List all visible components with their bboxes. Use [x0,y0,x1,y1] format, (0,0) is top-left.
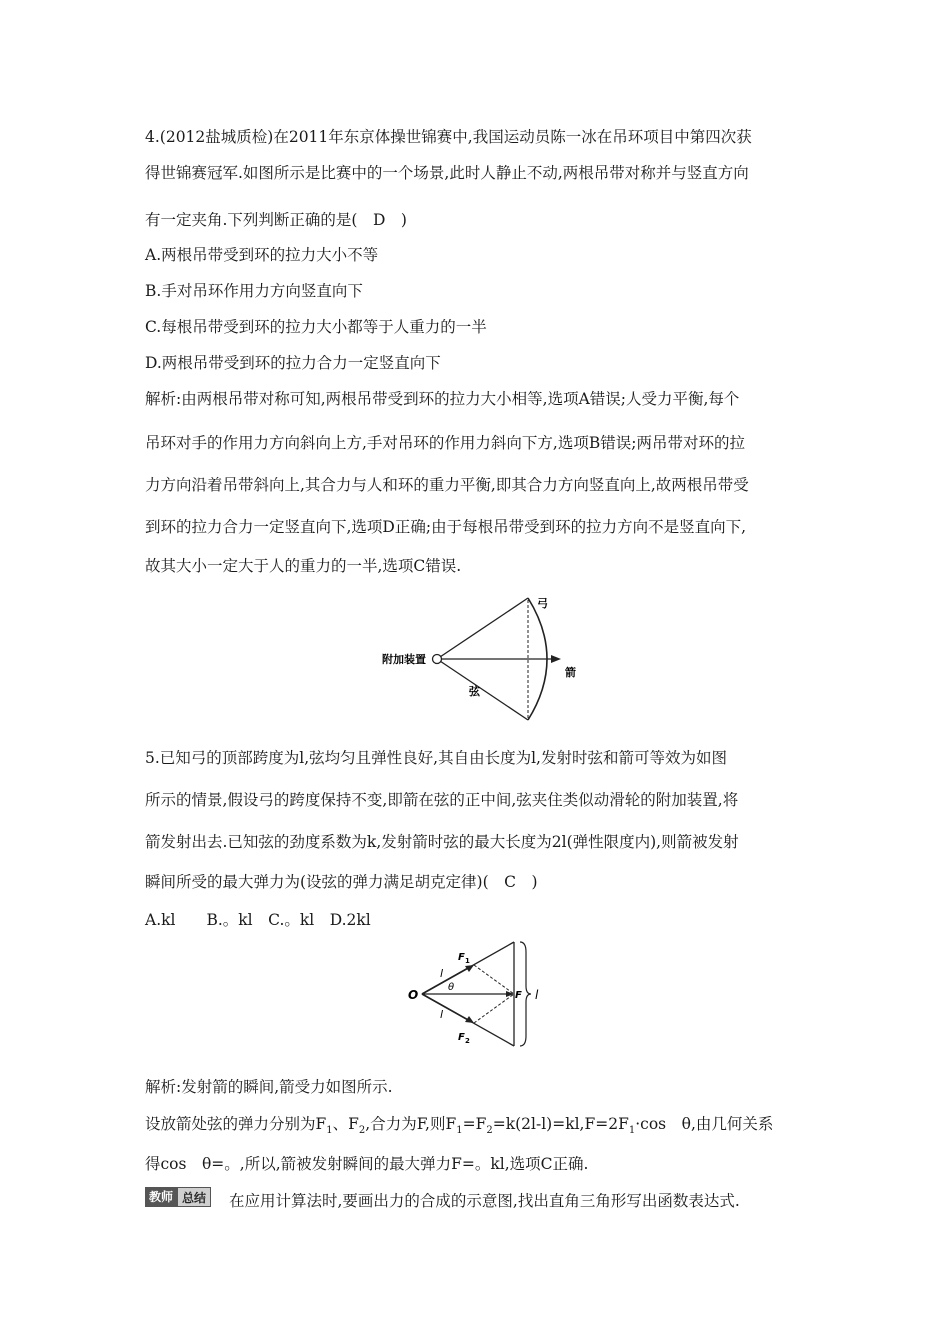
bow-label: 弓 [537,597,548,610]
f2-label: F [458,1032,465,1043]
q5-stem-line-2: 所示的情景,假设弓的跨度保持不变,即箭在弦的正中间,弦夹住类似动滑轮的附加装置,将 [145,791,739,809]
q4-analysis-line-1: 解析:由两根吊带对称可知,两根吊带受到环的拉力大小相等,选项A错误;人受力平衡,每个 [145,390,740,408]
q4-option-a: A.两根吊带受到环的拉力大小不等 [145,246,379,264]
q5-options: A.kl B.。kl C.。kl D.2kl [145,911,371,929]
f1-vector [422,967,470,994]
badge-summary: 总结 [177,1187,211,1207]
resultant-arrowhead [506,991,514,997]
q5-stem-line-3: 箭发射出去.已知弦的劲度系数为k,发射箭时弦的最大长度为2l(弹性限度内),则箭被发射 [145,833,739,851]
q4-analysis-line-3: 力方向沿着吊带斜向上,其合力与人和环的重力平衡,即其合力方向竖直向上,故两根吊带受 [145,476,749,494]
origin-label: O [408,988,419,1002]
lower-length-label: l [440,1008,444,1021]
parallelogram-dash-1 [474,965,514,994]
q4-analysis-line-2: 吊环对手的作用力方向斜向上方,手对吊环的作用力斜向下方,选项B错误;两吊带对环的拉 [145,434,745,452]
q4-analysis-line-5: 故其大小一定大于人的重力的一半,选项C错误. [145,557,462,575]
upper-length-label: l [440,967,444,980]
q4-stem-line-3: 有一定夹角.下列判断正确的是( D ) [145,211,407,229]
resultant-label: F [515,990,522,1001]
string-label: 弦 [469,685,480,698]
q5-analysis-intro: 解析:发射箭的瞬间,箭受力如图所示. [145,1078,393,1096]
q4-analysis-line-4: 到环的拉力合力一定竖直向下,选项D正确;由于每根吊带受到环的拉力方向不是竖直向下, [145,518,747,536]
summary-text: 在应用计算法时,要画出力的合成的示意图,找出直角三角形写出函数表达式. [229,1192,740,1210]
q5-analysis-line-1: 设放箭处弦的弹力分别为$F_1$、$F_2$,合力为F,则$F_1=F_2=k(2l-l)=kl,F=2F_1\cdot\cos$ θ,由几何关系 [145,1115,774,1137]
badge-teacher: 教师 [145,1187,177,1207]
device-label: 附加装置 [382,653,426,666]
teacher-summary-badge [145,1187,211,1207]
q4-stem-line-2: 得世锦赛冠军.如图所示是比赛中的一个场景,此时人静止不动,两根吊带对称并与竖直方向 [145,164,749,182]
q4-option-c: C.每根吊带受到环的拉力大小都等于人重力的一半 [145,318,487,336]
q4-option-b: B.手对吊环作用力方向竖直向下 [145,282,363,300]
arrow-label: 箭 [565,666,576,679]
bowstring-lower [437,659,528,720]
q5-stem-line-4: 瞬间所受的最大弹力为(设弦的弹力满足胡克定律)( C ) [145,873,538,891]
device-circle [433,655,442,664]
arrow-head [551,655,561,663]
f2-subscript: 2 [465,1037,470,1045]
bowstring-upper [437,598,528,659]
f1-label: F [458,952,465,963]
parallelogram-dash-2 [474,994,514,1023]
f2-vector [422,994,470,1021]
span-length-label: l [535,988,539,1002]
bow-diagram [378,588,588,730]
q5-analysis-line-2: 得cos θ=。,所以,箭被发射瞬间的最大弹力F=。kl,选项C正确. [145,1155,589,1173]
q5-stem-line-1: 5.已知弓的顶部跨度为l,弦均匀且弹性良好,其自由长度为l,发射时弦和箭可等效为如图 [145,749,727,767]
f1-subscript: 1 [465,957,470,965]
theta-label: θ [448,982,455,993]
q4-stem-line-1: 4.(2012盐城质检)在2011年东京体操世锦赛中,我国运动员陈一冰在吊环项目中第四次获 [145,128,752,146]
q4-option-d: D.两根吊带受到环的拉力合力一定竖直向下 [145,354,441,372]
force-diagram [404,938,554,1056]
